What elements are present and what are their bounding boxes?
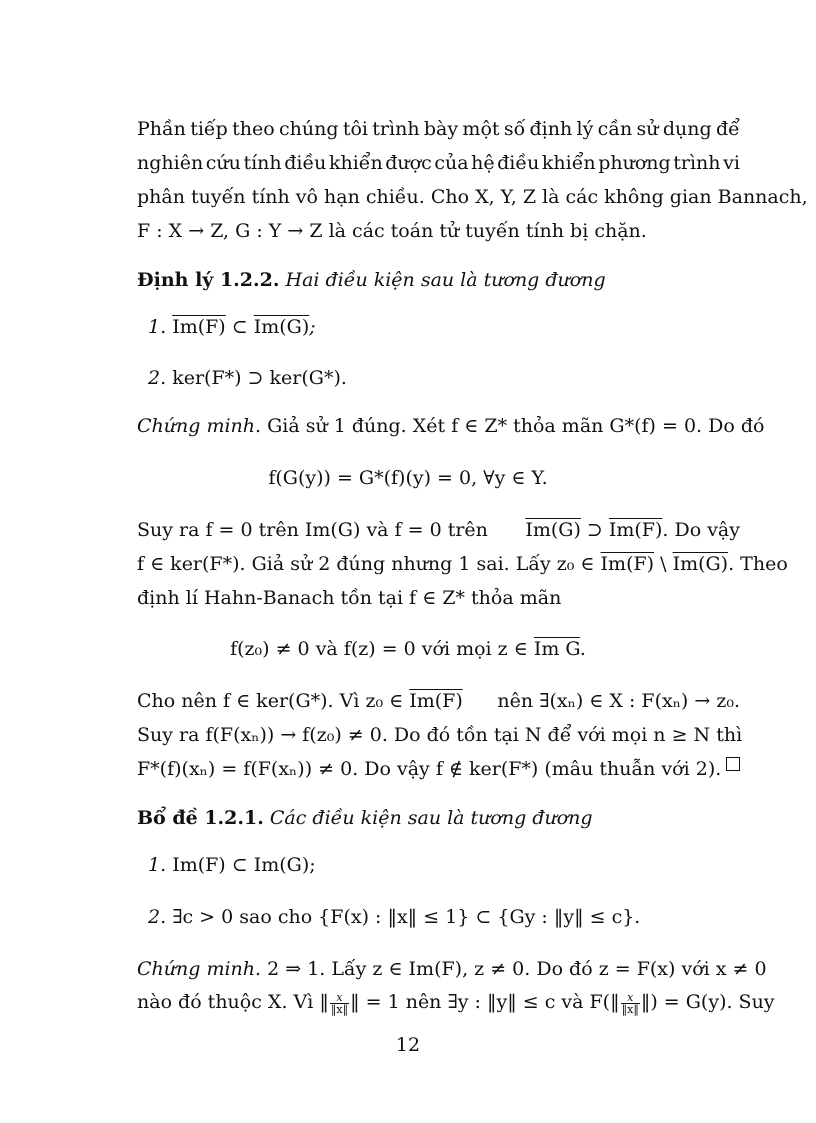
numerator: x	[330, 992, 349, 1004]
word: chúng	[278, 118, 339, 140]
word: dụng	[662, 118, 712, 140]
proof-1-line-3	[137, 552, 788, 576]
word: cứu	[205, 152, 241, 174]
theorem-statement: Hai điều kiện sau là tương đương	[285, 269, 606, 291]
item-number: 2.	[148, 906, 167, 928]
qed-square-icon	[726, 757, 740, 771]
equation-2	[0, 637, 816, 661]
lemma-item-1	[148, 853, 751, 877]
closure-im-f: Im(F)	[608, 519, 663, 541]
proof-label: Chứng minh.	[137, 958, 262, 980]
word: trình	[372, 118, 420, 140]
proof-1-line-7	[137, 757, 740, 781]
word: một	[462, 118, 500, 140]
text: .	[579, 638, 586, 660]
closure-im-g: Im(G)	[253, 316, 310, 338]
supset-op: ⊃	[580, 519, 609, 541]
closure-im-f: Im(F)	[600, 553, 655, 575]
subset-op: ⊂	[225, 316, 254, 338]
word: theo	[232, 118, 275, 140]
text: nào đó thuộc X. Vì ‖	[137, 991, 329, 1013]
proof-text: 2 ⇒ 1. Lấy z ∈ Im(F), z ≠ 0. Do đó z = F(x) với x ≠ 0	[267, 958, 767, 980]
fraction	[330, 992, 349, 1015]
item-text: ker(F*) ⊃ ker(G*).	[172, 367, 347, 389]
item-end: ;	[309, 316, 316, 338]
item-number: 1.	[148, 854, 167, 876]
word: bày	[423, 118, 459, 140]
lemma-item-2	[148, 905, 751, 929]
closure-im-f: Im(F)	[409, 690, 463, 712]
text: f(z₀) ≠ 0 và f(z) = 0 với mọi z ∈	[230, 638, 534, 660]
proof-1-line-6: Suy ra f(F(xₙ)) → f(z₀) ≠ 0. Do đó tồn tại N để với mọi n ≥ N thì	[137, 724, 743, 746]
intro-line-4: F : X → Z, G : Y → Z là các toán tử tuyến tính bị chặn.	[137, 220, 647, 242]
word: khiển	[541, 152, 596, 174]
text: Suy ra f = 0 trên Im(G) và f = 0 trên	[137, 519, 488, 541]
proof-2-line-2	[137, 990, 775, 1016]
setminus-op: \	[654, 553, 673, 575]
text: f ∈ ker(F*). Giả sử 2 đúng nhưng 1 sai. Lấy z₀ ∈	[137, 553, 595, 575]
item-number: 1.	[148, 316, 167, 338]
proof-1-line-5	[137, 689, 740, 713]
theorem-heading	[137, 268, 740, 292]
closure-im-g: Im(G)	[525, 519, 581, 541]
proof-label: Chứng minh.	[137, 415, 262, 437]
text: ‖ = 1 nên ∃y : ‖y‖ ≤ c và F(‖	[350, 991, 620, 1013]
closure-im-f: Im(F)	[172, 316, 226, 338]
word: khiển	[328, 152, 383, 174]
numerator: x	[621, 992, 640, 1004]
word: tính	[243, 152, 282, 174]
page-number: 12	[395, 1034, 421, 1056]
lemma-heading	[137, 806, 740, 830]
word: trình	[673, 152, 721, 174]
proof-2-line-1	[137, 957, 767, 981]
word: sử	[636, 118, 659, 140]
proof-text: Giả sử 1 đúng. Xét f ∈ Z* thỏa mãn G*(f) = 0. Do đó	[267, 415, 765, 437]
closure-im-g: Im G	[533, 638, 580, 660]
text: F*(f)(xₙ) = f(F(xₙ)) ≠ 0. Do vậy f ∉ ker(F*) (mâu thuẫn với 2).	[137, 758, 722, 780]
word: cần	[597, 118, 633, 140]
item-text: Im(F) ⊂ Im(G);	[172, 854, 316, 876]
item-number: 2.	[148, 367, 167, 389]
word: phương	[598, 152, 671, 174]
word: điều	[284, 152, 327, 174]
proof-1-line-1	[137, 414, 765, 438]
text: ‖) = G(y). Suy	[640, 991, 775, 1013]
closure-im-g: Im(G)	[672, 553, 729, 575]
word: tôi	[342, 118, 368, 140]
word: vi	[723, 152, 740, 174]
word: điều	[497, 152, 540, 174]
proof-1-line-4: định lí Hahn-Banach tồn tại f ∈ Z* thỏa mãn	[137, 587, 562, 609]
intro-line-2	[137, 151, 740, 175]
word: định	[529, 118, 573, 140]
word: tiếp	[190, 118, 228, 140]
lemma-statement: Các điều kiện sau là tương đương	[269, 807, 593, 829]
item-text: ∃c > 0 sao cho {F(x) : ‖x‖ ≤ 1} ⊂ {Gy : ‖y‖ ≤ c}.	[172, 906, 641, 928]
theorem-item-2	[148, 366, 751, 390]
denominator: ‖x‖	[330, 1002, 349, 1016]
lemma-label: Bổ đề 1.2.1.	[137, 807, 264, 829]
fraction	[621, 992, 640, 1015]
intro-line-1	[137, 117, 740, 141]
text: nên ∃(xₙ) ∈ X : F(xₙ) → z₀.	[497, 690, 740, 712]
word: Phần	[137, 118, 186, 140]
word: số	[503, 118, 526, 140]
denominator: ‖x‖	[621, 1002, 639, 1016]
word: để	[715, 118, 740, 140]
word: được	[385, 152, 432, 174]
theorem-label: Định lý 1.2.2.	[137, 269, 280, 291]
proof-1-line-2	[137, 518, 740, 542]
word: lý	[576, 118, 594, 140]
word: hệ	[471, 152, 495, 174]
equation-1: f(G(y)) = G*(f)(y) = 0, ∀y ∈ Y.	[268, 467, 548, 489]
word: của	[434, 152, 469, 174]
theorem-item-1	[148, 315, 751, 339]
text: Cho nên f ∈ ker(G*). Vì z₀ ∈	[137, 690, 404, 712]
word: nghiên	[137, 152, 204, 174]
text: . Do vậy	[662, 519, 740, 541]
text: . Theo	[728, 553, 788, 575]
intro-line-3: phân tuyến tính vô hạn chiều. Cho X, Y, Z là các không gian Bannach,	[137, 186, 808, 208]
